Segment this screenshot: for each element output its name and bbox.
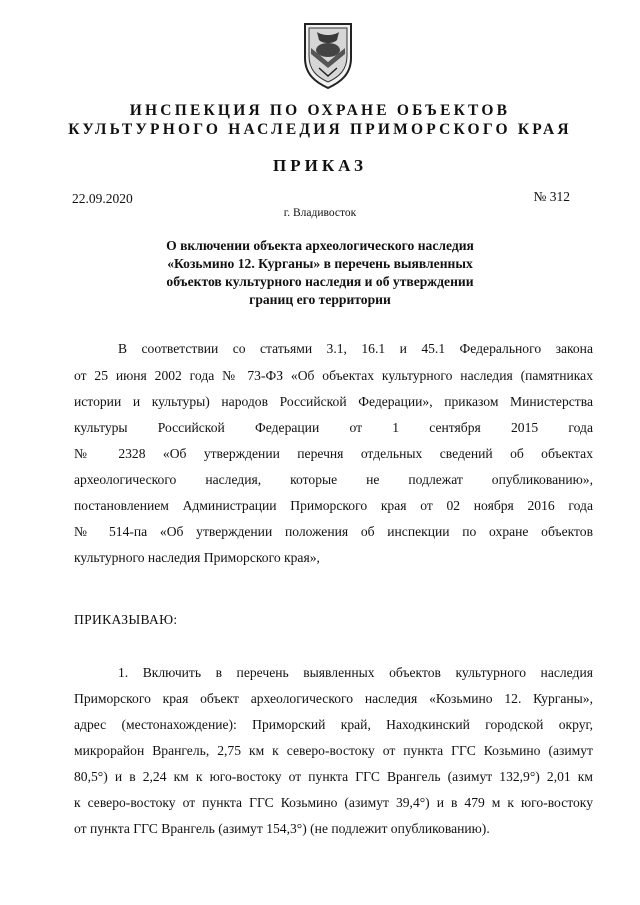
preamble-line: № 514-па «Об утверждении положения об инспекции по охране объектов	[74, 524, 593, 539]
item1-line: микрорайон Врангель, 2,75 км к северо-востоку от пункта ГГС Козьмино (азимут	[74, 743, 593, 758]
preamble-line: истории и культуры) народов Российской Федерации», приказом Министерства	[74, 394, 593, 409]
order-number: № 312	[533, 189, 570, 204]
coat-of-arms-emblem	[297, 18, 359, 90]
item1-line: Приморского края объект археологического наследия «Козьмино 12. Курганы»,	[74, 691, 593, 706]
organization-name-line1: ИНСПЕКЦИЯ ПО ОХРАНЕ ОБЪЕКТОВ	[129, 102, 511, 119]
order-date: 22.09.2020	[72, 191, 133, 206]
order-word: ПРИКАЗЫВАЮ:	[74, 612, 178, 627]
title-line: объектов культурного наследия и об утверждении	[166, 274, 474, 289]
title-line: О включении объекта археологического наследия	[166, 238, 474, 253]
title-line: «Козьмино 12. Курганы» в перечень выявленных	[167, 256, 473, 271]
item1-line: от пункта ГГС Врангель (азимут 154,3°) (не подлежит опубликованию).	[74, 821, 490, 836]
preamble-line: В соответствии со статьями 3.1, 16.1 и 45.1 Федерального закона	[118, 341, 593, 356]
item1-line: к северо-востоку от пункта ГГС Козьмино (азимут 39,4°) и в 479 м к юго-востоку	[74, 795, 593, 810]
preamble-line: от 25 июня 2002 года № 73-ФЗ «Об объектах культурного наследия (памятниках	[74, 368, 593, 383]
item1-line: 1. Включить в перечень выявленных объектов культурного наследия	[118, 665, 593, 680]
preamble-line: № 2328 «Об утверждении перечня отдельных сведений об объектах	[74, 446, 593, 461]
preamble-line: культурного наследия Приморского края»,	[74, 550, 320, 565]
title-line: границ его территории	[249, 292, 391, 307]
preamble-line: археологического наследия, которые не подлежат опубликованию»,	[74, 472, 593, 487]
preamble-line: культуры Российской Федерации от 1 сентября 2015 года	[74, 420, 593, 435]
item1-line: 80,5°) и в 2,24 км к юго-востоку от пункта ГГС Врангель (азимут 132,9°) 2,01 км	[74, 769, 593, 784]
organization-name-line2: КУЛЬТУРНОГО НАСЛЕДИЯ ПРИМОРСКОГО КРАЯ	[68, 121, 572, 138]
document-type: ПРИКАЗ	[273, 156, 367, 175]
city: г. Владивосток	[283, 207, 357, 219]
item1-line: адрес (местонахождение): Приморский край, Находкинский городской округ,	[74, 717, 593, 732]
preamble-line: постановлением Администрации Приморского края от 02 ноября 2016 года	[74, 498, 593, 513]
